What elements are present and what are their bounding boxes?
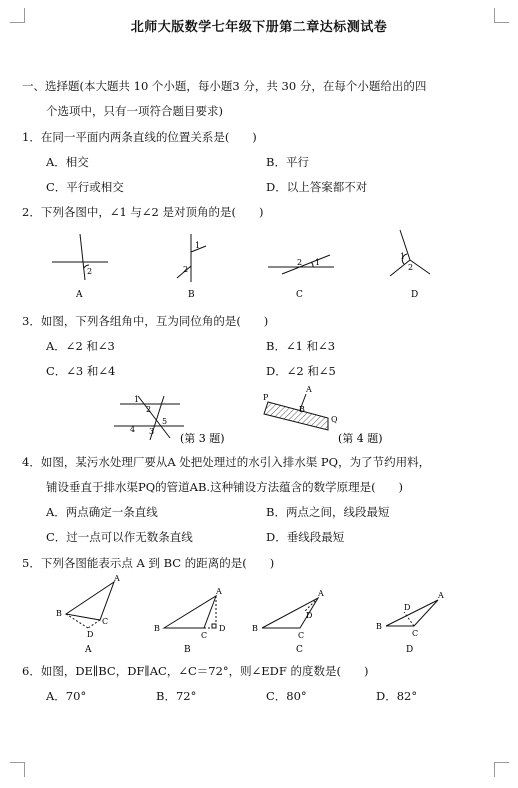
q2-stem: 2．下列各图中，∠1 与∠2 是对顶角的是( ) bbox=[22, 205, 264, 219]
q4-stem-line2: 铺设垂直于排水渠PQ的管道AB.这种铺设方法蕴含的数学原理是( ) bbox=[46, 480, 404, 494]
q2-fig-c-angle1: 1 bbox=[315, 258, 321, 267]
q5-fig-c-label: C bbox=[296, 645, 303, 655]
corner-mark-bottom-right bbox=[494, 762, 509, 777]
q3-q4-figures bbox=[100, 382, 400, 448]
section-heading-line2: 个选项中，只有一项符合题目要求) bbox=[46, 104, 223, 118]
q3-option-b: B．∠1 和∠3 bbox=[266, 339, 336, 353]
q2-fig-a-label: A bbox=[76, 290, 83, 300]
q2-fig-c-angle2: 2 bbox=[297, 258, 303, 267]
q3-fig-num-3: 3 bbox=[149, 427, 155, 436]
q1-option-b: B．平行 bbox=[266, 155, 309, 169]
q4-fig-caption: (第 4 题) bbox=[338, 432, 383, 445]
q5-c-pt-c: C bbox=[298, 631, 305, 640]
section-heading-line1: 一、选择题(本大题共 10 个小题，每小题3 分，共 30 分，在每个小题给出的四 bbox=[22, 79, 427, 93]
q1-stem: 1．在同一平面内两条直线的位置关系是( ) bbox=[22, 130, 257, 144]
q4-option-c: C．过一点可以作无数条直线 bbox=[46, 530, 193, 544]
q3-option-c: C．∠3 和∠4 bbox=[46, 364, 116, 378]
q5-fig-d-label: D bbox=[406, 645, 414, 655]
q5-a-pt-b: B bbox=[56, 609, 62, 618]
q2-fig-d-angle2: 2 bbox=[408, 263, 414, 272]
q2-figure-a bbox=[52, 234, 108, 280]
q2-fig-c-label: C bbox=[296, 290, 303, 300]
q5-figures bbox=[0, 572, 518, 656]
q4-option-d: D．垂线段最短 bbox=[266, 530, 345, 544]
q5-a-pt-c: C bbox=[102, 617, 109, 626]
q5-a-pt-d: D bbox=[87, 630, 94, 639]
q6-option-a: A．70° bbox=[46, 689, 87, 703]
q5-d-pt-b: B bbox=[376, 622, 382, 631]
q5-c-pt-a: A bbox=[318, 589, 324, 598]
q3-fig-num-1: 1 bbox=[134, 395, 140, 404]
q3-fig-num-4: 4 bbox=[130, 425, 136, 434]
q2-fig-b-label: B bbox=[188, 290, 195, 300]
q4-figure bbox=[264, 394, 328, 430]
q5-d-pt-a: A bbox=[438, 591, 444, 600]
q4-option-b: B．两点之间，线段最短 bbox=[266, 505, 390, 519]
q5-b-pt-d: D bbox=[219, 624, 226, 633]
q4-fig-point-p: P bbox=[263, 393, 269, 402]
q3-option-a: A．∠2 和∠3 bbox=[46, 339, 115, 353]
q4-fig-point-a: A bbox=[306, 385, 312, 394]
q5-fig-a-label: A bbox=[85, 645, 92, 655]
q2-fig-d-label: D bbox=[411, 290, 419, 300]
q4-fig-point-q: Q bbox=[331, 415, 338, 424]
q5-figure-b bbox=[164, 596, 216, 628]
q3-stem: 3．如图，下列各组角中，互为同位角的是( ) bbox=[22, 314, 269, 328]
q2-figures bbox=[0, 222, 518, 304]
corner-mark-bottom-left bbox=[10, 762, 25, 777]
q6-option-d: D．82° bbox=[376, 689, 418, 703]
q1-option-c: C．平行或相交 bbox=[46, 180, 124, 194]
q5-d-pt-c: C bbox=[412, 629, 419, 638]
page-title: 北师大版数学七年级下册第二章达标测试卷 bbox=[130, 20, 388, 35]
q5-c-pt-d: D bbox=[306, 611, 313, 620]
q6-stem: 6．如图，DE∥BC，DF∥AC，∠C＝72°，则∠EDF 的度数是( ) bbox=[22, 664, 369, 678]
q2-fig-a-angle: 2 bbox=[87, 267, 93, 276]
q5-a-pt-a: A bbox=[114, 574, 120, 583]
q2-figure-b bbox=[177, 234, 206, 282]
q2-fig-b-angle2: 2 bbox=[183, 265, 189, 274]
q4-fig-point-b: B bbox=[299, 405, 305, 414]
q3-fig-num-5: 5 bbox=[162, 417, 168, 426]
q5-b-pt-c: C bbox=[201, 631, 208, 640]
q6-option-c: C．80° bbox=[266, 689, 307, 703]
q5-d-pt-d: D bbox=[404, 603, 411, 612]
q2-fig-b-angle1: 1 bbox=[195, 241, 201, 250]
q1-option-a: A．相交 bbox=[46, 155, 89, 169]
q3-fig-caption: (第 3 题) bbox=[180, 432, 225, 445]
q2-fig-d-angle1: 1 bbox=[400, 252, 406, 261]
q3-option-d: D．∠2 和∠5 bbox=[266, 364, 336, 378]
q5-fig-b-label: B bbox=[184, 645, 191, 655]
q4-option-a: A．两点确定一条直线 bbox=[46, 505, 158, 519]
q4-stem-line1: 4．如图，某污水处理厂要从A 处把处理过的水引入排水渠 PQ，为了节约用料， bbox=[22, 455, 431, 469]
q5-stem: 5．下列各图能表示点 A 到 BC 的距离的是( ) bbox=[22, 556, 275, 570]
q5-b-pt-a: A bbox=[216, 587, 222, 596]
q5-c-pt-b: B bbox=[252, 624, 258, 633]
q5-b-pt-b: B bbox=[154, 624, 160, 633]
q1-option-d: D．以上答案都不对 bbox=[266, 180, 368, 194]
q6-option-b: B．72° bbox=[156, 689, 197, 703]
q5-figure-d bbox=[386, 600, 438, 626]
q3-fig-num-2: 2 bbox=[146, 405, 152, 414]
